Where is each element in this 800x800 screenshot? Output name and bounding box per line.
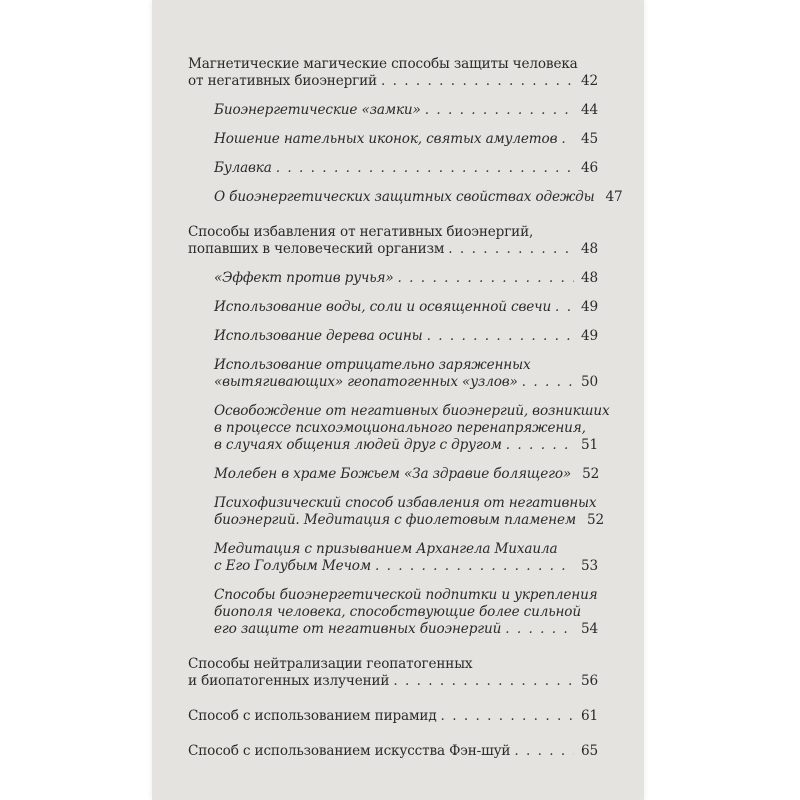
toc-page-number: 56 (581, 673, 598, 689)
toc-entry (188, 403, 610, 454)
toc-page-number: 42 (581, 73, 598, 89)
toc-page-number: 49 (581, 328, 598, 344)
toc-page-number: 61 (581, 708, 598, 724)
toc-entry (188, 656, 598, 690)
dot-leader (375, 558, 574, 575)
toc-page-number: 53 (581, 558, 598, 574)
toc-page-number: 54 (581, 621, 598, 637)
toc-entry (188, 357, 598, 391)
dot-leader (427, 328, 574, 345)
toc-entry-text: и биопатогенных излучений (188, 673, 390, 689)
toc-entry-text: Психофизический способ избавления от негативных (214, 495, 597, 511)
toc-page-number: 51 (581, 437, 598, 453)
dot-leader (381, 73, 574, 90)
table-of-contents (188, 56, 623, 760)
toc-entry-text: Способы избавления от негативных биоэнергий, (188, 224, 534, 240)
toc-entry-text: О биоэнергетических защитных свойствах одежды (214, 189, 595, 205)
dot-leader (561, 131, 574, 148)
toc-entry (188, 466, 598, 483)
toc-page-number: 47 (605, 189, 623, 205)
dot-leader (448, 241, 574, 258)
dot-leader (514, 743, 574, 760)
toc-entry-text: Использование дерева осины (214, 328, 423, 344)
toc-entry-text: Освобождение от негативных биоэнергий, возникших (214, 403, 610, 419)
toc-entry-text: «Эффект против ручья» (214, 270, 394, 286)
toc-entry-text: Использование воды, соли и освященной свечи (214, 299, 552, 315)
toc-entry (188, 708, 598, 725)
toc-entry (188, 299, 598, 316)
toc-entry-text: Использование отрицательно заряженных (214, 357, 531, 373)
toc-page-number: 48 (581, 270, 598, 286)
toc-page-number: 50 (581, 374, 598, 390)
toc-entry-text: Медитация с призыванием Архангела Михаила (214, 541, 558, 557)
toc-entry (188, 224, 598, 258)
toc-page-number: 52 (586, 512, 604, 528)
toc-entry-text: «вытягивающих» геопатогенных «узлов» (214, 374, 518, 390)
toc-entry-text: его защите от негативных биоэнергий (214, 621, 502, 637)
toc-entry-text: Способ с использованием пирамид (188, 708, 437, 724)
toc-entry-text: от негативных биоэнергий (188, 73, 377, 89)
toc-entry (188, 189, 623, 206)
toc-entry-text: Магнетические магические способы защиты человека (188, 56, 578, 72)
toc-entry-text: с Его Голубым Мечом (214, 558, 371, 574)
toc-entry (188, 495, 604, 529)
toc-entry (188, 587, 598, 638)
dot-leader (393, 673, 574, 690)
toc-page-number: 46 (581, 160, 598, 176)
toc-entry (188, 160, 598, 177)
dot-leader (425, 102, 574, 119)
toc-entry-text: в случаях общения людей друг с другом (214, 437, 502, 453)
dot-leader (522, 374, 574, 391)
toc-entry (188, 270, 598, 287)
toc-entry-text: Способы нейтрализации геопатогенных (188, 656, 473, 672)
dot-leader (555, 299, 574, 316)
toc-entry-text: биоэнергий. Медитация с фиолетовым пламенем (214, 512, 576, 528)
toc-entry-text: Способы биоэнергетической подпитки и укрепления (214, 587, 598, 603)
toc-entry-text: в процессе психоэмоционального перенапряжения, (214, 420, 586, 436)
toc-entry-text: Булавка (214, 160, 272, 176)
toc-entry (188, 743, 598, 760)
toc-entry (188, 56, 598, 90)
toc-entry-text: Способ с использованием искусства Фэн-шуй (188, 743, 511, 759)
toc-page-number: 49 (581, 299, 598, 315)
toc-page-number: 65 (581, 743, 598, 759)
dot-leader (441, 708, 574, 725)
dot-leader (398, 270, 574, 287)
toc-entry-text: биополя человека, способствующие более сильной (214, 604, 581, 620)
toc-entry-text: Молебен в храме Божьем «За здравие болящего» (214, 466, 572, 482)
toc-entry-text: попавших в человеческий организм (188, 241, 445, 257)
toc-page-number: 48 (581, 241, 598, 257)
toc-entry (188, 131, 598, 148)
dot-leader (505, 621, 574, 638)
toc-entry (188, 541, 598, 575)
toc-entry-text: Ношение нательных иконок, святых амулетов (214, 131, 558, 147)
toc-page-number: 45 (581, 131, 598, 147)
dot-leader (506, 437, 574, 454)
dot-leader (276, 160, 574, 177)
toc-page-number: 44 (581, 102, 598, 118)
toc-page-number: 52 (582, 466, 600, 482)
toc-entry-text: Биоэнергетические «замки» (214, 102, 421, 118)
toc-entry (188, 102, 598, 119)
toc-entry (188, 328, 598, 345)
